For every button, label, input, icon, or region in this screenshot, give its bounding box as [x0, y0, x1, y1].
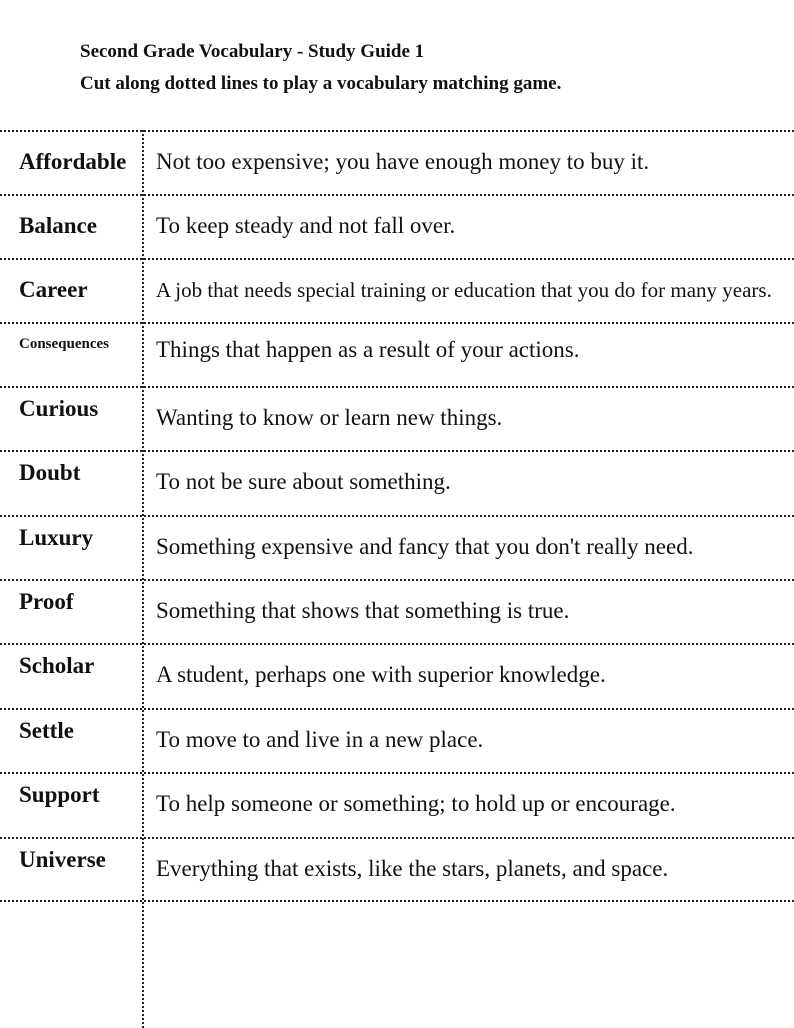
vocab-word: Curious	[19, 396, 99, 421]
vocab-word: Consequences	[19, 336, 110, 352]
vocab-row	[0, 386, 794, 450]
vocab-word: Luxury	[19, 525, 94, 550]
vocab-word: Affordable	[19, 149, 127, 174]
vocab-row	[0, 515, 794, 579]
vocab-row	[0, 322, 794, 386]
vocab-row	[0, 579, 794, 643]
vocab-definition: Everything that exists, like the stars, planets, and space.	[156, 856, 669, 881]
vocab-word: Balance	[19, 213, 97, 238]
vocab-row	[0, 130, 794, 194]
page-instructions: Cut along dotted lines to play a vocabulary matching game.	[80, 73, 562, 94]
vocab-word: Career	[19, 277, 88, 302]
vocab-definition: Not too expensive; you have enough money to buy it.	[156, 149, 650, 174]
vocab-row	[0, 450, 794, 514]
vocab-row	[0, 772, 794, 836]
vocab-word: Universe	[19, 847, 106, 872]
vocab-word: Settle	[19, 718, 74, 743]
vocab-definition: Things that happen as a result of your actions.	[156, 337, 580, 362]
vocab-definition: To move to and live in a new place.	[156, 727, 484, 752]
vocab-word: Scholar	[19, 653, 95, 678]
vocab-row	[0, 837, 794, 901]
vocab-definition: To help someone or something; to hold up or encourage.	[156, 791, 676, 816]
vocab-definition: A job that needs special training or education that you do for many years.	[156, 278, 772, 302]
vocab-row	[0, 194, 794, 258]
vocab-definition: Something expensive and fancy that you don't really need.	[156, 534, 694, 559]
vocab-word: Support	[19, 782, 100, 807]
vocab-word: Doubt	[19, 460, 81, 485]
vocab-row	[0, 708, 794, 772]
vocab-row	[0, 258, 794, 322]
vocab-row	[0, 643, 794, 707]
page-header	[80, 36, 561, 100]
vocab-definition: Wanting to know or learn new things.	[156, 405, 503, 430]
vocab-definition: Something that shows that something is true.	[156, 598, 570, 623]
cut-line	[0, 900, 794, 902]
vocab-definition: To keep steady and not fall over.	[156, 213, 456, 238]
vocab-definition: To not be sure about something.	[156, 469, 451, 494]
vocab-word: Proof	[19, 589, 74, 614]
vocab-definition: A student, perhaps one with superior knowledge.	[156, 662, 606, 687]
page-title: Second Grade Vocabulary - Study Guide 1	[80, 41, 425, 62]
